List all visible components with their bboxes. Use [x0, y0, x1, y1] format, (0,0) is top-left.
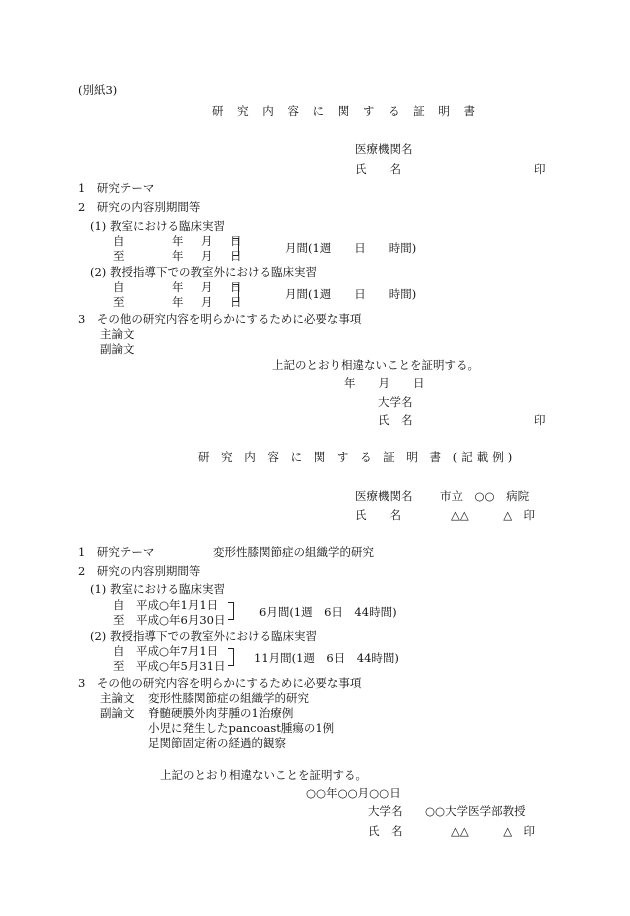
example-research-theme-value: 変形性膝関節症の組織学的研究: [213, 545, 374, 559]
to-date-blank: 年 月 日: [172, 249, 245, 263]
example-signer-name-label: 氏 名: [368, 824, 403, 838]
example-institution-value: 市立 ○○ 病院: [440, 489, 530, 503]
form-title: 研 究 内 容 に 関 す る 証 明 書: [212, 104, 481, 118]
example-institution-label: 医療機関名: [355, 489, 413, 503]
example-section-other-matters: 3 その他の研究内容を明らかにするために必要な事項: [78, 676, 362, 690]
name-label: 氏 名: [355, 162, 401, 176]
date-bracket: [233, 238, 239, 256]
example-sub-paper-item: 小児に発生したpancoast腫瘍の1例: [148, 721, 335, 735]
date-bracket: [228, 648, 234, 666]
section-other-matters: 3 その他の研究内容を明らかにするために必要な事項: [78, 312, 362, 326]
example-section-research-theme: 1 研究テーマ: [78, 545, 155, 559]
example-period1-to: 至 平成○年6月30日: [113, 613, 226, 627]
institution-label: 医療機関名: [355, 142, 413, 156]
signer-seal-mark: 印: [534, 413, 546, 427]
to-label: 至: [113, 295, 125, 309]
example-period1-duration: 6月間(1週 6日 44時間): [259, 605, 397, 619]
attachment-label: (別紙3): [78, 83, 118, 97]
example-period2-from: 自 平成○年7月1日: [113, 644, 219, 658]
period-blank: 月間(1週 日 時間): [285, 241, 417, 255]
certification-date-blank: 年 月 日: [344, 376, 425, 390]
example-main-paper-value: 変形性膝関節症の組織学的研究: [148, 691, 309, 705]
example-name-label: 氏 名: [355, 508, 401, 522]
from-date-blank: 年 月 日: [172, 234, 245, 248]
example-period1-from: 自 平成○年1月1日: [113, 598, 219, 612]
period-blank: 月間(1週 日 時間): [285, 287, 417, 301]
certification-text: 上記のとおり相違ないことを証明する。: [272, 358, 479, 372]
university-label: 大学名: [378, 395, 413, 409]
to-label: 至: [113, 249, 125, 263]
main-paper-label: 主論文: [100, 327, 135, 341]
example-certification-text: 上記のとおり相違ないことを証明する。: [160, 768, 367, 782]
from-date-blank: 年 月 日: [172, 280, 245, 294]
section-research-theme: 1 研究テーマ: [78, 181, 155, 195]
example-subsection-outside-practice: (2) 教授指導下での教室外における臨床実習: [90, 629, 317, 643]
example-subsection-classroom-practice: (1) 教室における臨床実習: [90, 582, 225, 596]
date-bracket: [233, 284, 239, 302]
date-bracket: [228, 602, 234, 620]
example-sub-paper-item: 足関節固定術の経過的観察: [148, 736, 286, 750]
to-date-blank: 年 月 日: [172, 295, 245, 309]
example-sub-paper-label: 副論文: [100, 706, 135, 720]
example-university-value: ○○大学医学部教授: [425, 804, 526, 818]
from-label: 自: [113, 234, 125, 248]
example-section-research-period: 2 研究の内容別期間等: [78, 564, 201, 578]
seal-mark: 印: [534, 162, 546, 176]
signer-name-label: 氏 名: [378, 413, 413, 427]
from-label: 自: [113, 280, 125, 294]
example-university-label: 大学名: [368, 804, 403, 818]
example-main-paper-label: 主論文: [100, 691, 135, 705]
example-certification-date: ○○年○○月○○日: [306, 786, 401, 800]
subsection-outside-practice: (2) 教授指導下での教室外における臨床実習: [90, 265, 317, 279]
example-period2-duration: 11月間(1週 6日 44時間): [254, 651, 399, 665]
example-title: 研 究 内 容 に 関 す る 証 明 書 (記載例): [198, 450, 517, 464]
example-sub-paper-item: 脊髄硬膜外肉芽腫の1治療例: [148, 706, 294, 720]
example-period2-to: 至 平成○年5月31日: [113, 659, 226, 673]
sub-paper-label: 副論文: [100, 342, 135, 356]
example-signer-name-value: △△ △ 印: [451, 824, 536, 838]
subsection-classroom-practice: (1) 教室における臨床実習: [90, 219, 225, 233]
example-name-value: △△ △ 印: [451, 508, 536, 522]
section-research-period: 2 研究の内容別期間等: [78, 200, 201, 214]
